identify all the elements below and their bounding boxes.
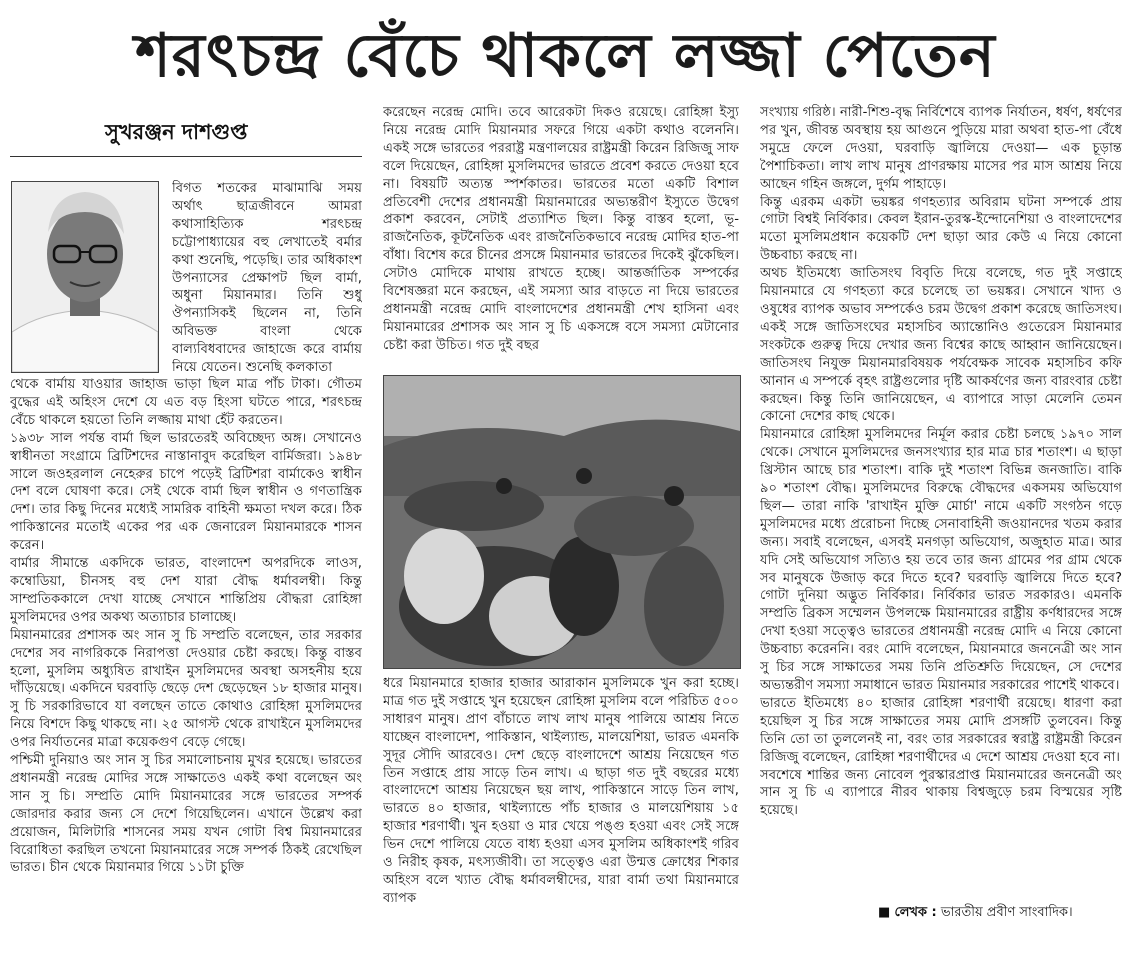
paragraph: ভারতে ইতিমধ্যে ৪০ হাজার রোহিঙ্গা শরণার্থী রয়েছে। ধারণা করা হয়েছিল সু চির সঙ্গে সাক্ষাতের সময় মোদি প্রসঙ্গটি তুলবেন। কিন্তু তিনি তো তা তুললেনই না, বরং তার সরকারের স্বরাষ্ট্র রাষ্ট্রমন্ত্রী কিরেন রিজিজু বলেছেন, রোহিঙ্গা শরণার্থীদের এ দেশে আশ্রয় দেওয়া হবে না। bbox=[760, 695, 1122, 765]
author-photo bbox=[11, 181, 159, 373]
byline-divider bbox=[10, 156, 362, 157]
paragraph: করেছেন নরেন্দ্র মোদি। তবে আরেকটা দিকও রয়েছে। রোহিঙ্গা ইস্যু নিয়ে নরেন্দ্র মোদি মিয়ানমার সফরে গিয়ে একটা কথাও বলেননি। একই সঙ্গে ভারতের পররাষ্ট্র মন্ত্রণালয়ের রাষ্ট্রমন্ত্রী কিরেন রিজিজু সাফ বলে দিয়েছেন, রোহিঙ্গা মুসলিমদের ভারতে প্রবেশ করতে দেওয়া হবে না। বিষয়টি অত্যন্ত স্পর্শকাতর। ভারতের মতো একটি বিশাল প্রতিবেশী দেশের প্রধানমন্ত্রী মিয়ানমারের অভ্যন্তরীণ ইস্যুতে উদ্বেগ প্রকাশ করবেন, সেটাই প্রত্যাশিত ছিল। কিন্তু বাস্তব হলো, ভূ-রাজনৈতিক, কূটনৈতিক এবং রাজনৈতিকভাবে নরেন্দ্র মোদির হাত-পা বাঁধা। বিশেষ করে চীনের প্রসঙ্গে মিয়ানমার ভারতের দিকেই ঝুঁকেছিল। সেটাও মোদিকে মাথায় রাখতে হচ্ছে। আন্তর্জাতিক সম্পর্কের বিশেষজ্ঞরা মনে করছেন, এই সমস্যা আর বাড়তে না দিয়ে ভারতের প্রধানমন্ত্রী নরেন্দ্র মোদি বাংলাদেশের প্রধানমন্ত্রী শেখ হাসিনা এবং মিয়ানমারের প্রশাসক অং সান সু চি একসঙ্গে বসে সমস্যা মেটানোর চেষ্টা করা উচিত। গত দুই বছর bbox=[383, 105, 739, 353]
paragraph: থেকে বার্মায় যাওয়ার জাহাজ ভাড়া ছিল মাত্র পাঁচ টাকা। গৌতম বুদ্ধের এই অহিংস দেশে যে এত বড় হিংসা ঘটতে পারে, শরৎচন্দ্র বেঁচে থাকলে হয়তো তিনি লজ্জায় মাথা হেঁট করতেন। bbox=[10, 377, 362, 428]
column-2-top bbox=[383, 104, 739, 370]
column-3 bbox=[760, 104, 1122, 904]
refugee-crowd-photo bbox=[383, 375, 741, 669]
paragraph: পশ্চিমী দুনিয়াও অং সান সু চির সমালোচনায় মুখর হয়েছে। ভারতের প্রধানমন্ত্রী নরেন্দ্র মোদির সঙ্গে সাক্ষাতেও একই কথা বলেছেন অং সান সু চি। সম্প্রতি মোদি মিয়ানমারের সঙ্গে ভারতের সম্পর্ক জোরদার করার জন্য সে দেশে গিয়েছিলেন। এখানে উল্লেখ করা প্রয়োজন, মিলিটারি শাসনের সময় যখন গোটা বিশ্ব মিয়ানমারের বিরোধিতা করছিল তখনো মিয়ানমারের সঙ্গে সম্পর্ক ঠিকই রেখেছিল ভারত। চীন থেকে মিয়ানমার গিয়ে ১১টা চুক্তি bbox=[10, 753, 362, 876]
paragraph: কিন্তু এরকম একটা ভয়ঙ্কর গণহত্যার অবিরাম ঘটনা সম্পর্কে প্রায় গোটা বিশ্বই নির্বিকার। কেবল ইরান-তুরস্ক-ইন্দোনেশিয়া ও বাংলাদেশের মতো মুসলিমপ্রধান কয়েকটি দেশ ছাড়া আর কেউ এ নিয়ে কোনো উচ্চবাচ্য করছে না। bbox=[760, 194, 1122, 264]
paragraph: সবশেষে শান্তির জন্য নোবেল পুরস্কারপ্রাপ্ত মিয়ানমারের জননেত্রী অং সান সু চি এ ব্যাপারে নীরব থাকায় বিশ্বজুড়ে চরম বিস্ময়ের সৃষ্টি হয়েছে। bbox=[760, 767, 1122, 819]
paragraph: ১৯৩৮ সাল পর্যন্ত বার্মা ছিল ভারতেরই অবিচ্ছেদ্য অঙ্গ। সেখানেও স্বাধীনতা সংগ্রামে ব্রিটিশদের নাস্তানাবুদ করেছিল বার্মিজরা। ১৯৪৮ সালে জওহরলাল নেহেরুর চাপে পড়েই ব্রিটিশরা বার্মাকেও স্বাধীন দেশ বলে ঘোষণা করে। সেই থেকে বার্মা ছিল স্বাধীন ও গণতান্ত্রিক দেশ। তার কিছু দিনের মধ্যেই সামরিক বাহিনী ক্ষমতা দখল করে। ঠিক পাকিস্তানের মতোই একের পর এক জেনারেল মিয়ানমারকে শাসন করেন। bbox=[10, 430, 362, 554]
byline: সুখরঞ্জন দাশগুপ্ত bbox=[105, 120, 248, 144]
column-1 bbox=[10, 376, 362, 932]
paragraph: সংখ্যায় গরিষ্ঠ। নারী-শিশু-বৃদ্ধ নির্বিশেষে ব্যাপক নির্যাতন, ধর্ষণ, ধর্ষণের পর খুন, জীবন্ত অবস্থায় হয় আগুনে পুড়িয়ে মারা অথবা হাত-পা বেঁধে সমুদ্রে ফেলে দেওয়া, ঘরবাড়ি জ্বালিয়ে দেওয়া— এক চূড়ান্ত পৈশাচিকতা। লাখ লাখ মানুষ প্রাণরক্ষায় মাসের পর মাস আশ্রয় নিয়ে আছেন গহিন জঙ্গলে, দুর্গম পাহাড়ে। bbox=[760, 105, 1122, 192]
signature-label: লেখক : bbox=[894, 905, 937, 920]
paragraph: অথচ ইতিমধ্যে জাতিসংঘ বিবৃতি দিয়ে বলেছে, গত দুই সপ্তাহে মিয়ানমারে যে গণহত্যা করে চলেছে তা ভয়ঙ্কর। সেখানে খাদ্য ও ওষুধের ব্যাপক অভাব সম্পর্কেও চরম উদ্বেগ প্রকাশ করেছে জাতিসংঘ। একই সঙ্গে জাতিসংঘের মহাসচিব অ্যান্তোনিও গুতেরেস মিয়ানমার সংকটকে গুরুত্ব দিয়ে দেখার জন্য বিশ্বের কাছে আহ্বান জানিয়েছেন। জাতিসংঘ নিযুক্ত মিয়ানমারবিষয়ক পর্যবেক্ষক সাবেক মহাসচিব কফি আনান এ সম্পর্কে বৃহৎ রাষ্ট্রগুলোর দৃষ্টি আকর্ষণের জন্য বারংবার চেষ্টা করছেন। কিন্তু তিনি জানিয়েছেন, এ ব্যাপারে সাড়া মেলেনি তেমন কোনো দেশের কাছ থেকে। bbox=[760, 266, 1122, 425]
column-1-intro bbox=[172, 180, 362, 376]
paragraph: মিয়ানমারে রোহিঙ্গা মুসলিমদের নির্মূল করার চেষ্টা চলছে ১৯৭০ সাল থেকে। সেখানে মুসলিমদের জনসংখ্যার হার মাত্র চার শতাংশ। এ ছাড়া খ্রিস্টান আছে চার শতাংশ। বাকি দুই শতাংশ বিভিন্ন জনজাতি। বাকি ৯০ শতাংশ বৌদ্ধ। মুসলিমদের বিরুদ্ধে বৌদ্ধদের একসময় অভিযোগ ছিল— তারা নাকি 'রাখাইন মুক্তি মোর্চা' নামে একটি সংগঠন গড়ে মুসলিমদের মধ্যে প্ররোচনা দিচ্ছে সেনাবাহিনী জওয়ানদের খতম করার জন্য। সবাই বলেছেন, এসবই মনগড়া অভিযোগ, অজুহাত মাত্র। আর যদি সেই অভিযোগ সত্যিও হয় তবে তার জন্য গ্রামের পর গ্রাম থেকে সব মানুষকে উজাড় করে দিতে হবে? ঘরবাড়ি জ্বালিয়ে দিতে হবে? গোটা দুনিয়া অদ্ভুত নির্বিকার। নির্বিকার ভারত সরকারও। এমনকি সম্প্রতি ব্রিকস সম্মেলন উপলক্ষে মিয়ানমারের রাষ্ট্রীয় কর্ণধারদের সঙ্গে দেখা হওয়া সত্ত্বেও ভারতের প্রধানমন্ত্রী নরেন্দ্র মোদি এ নিয়ে কোনো উচ্চবাচ্য করেননি। বরং মোদি বলেছেন, মিয়ানমারে জননেত্রী অং সান সু চির সঙ্গে সাক্ষাতের সময় তিনি প্রতিশ্রুতি দিয়েছেন, সে দেশের অভ্যন্তরীণ সমস্যা সমাধানে ভারত মিয়ানমার সরকারের পাশেই থাকবে। bbox=[760, 427, 1122, 693]
paragraph: বিগত শতকের মাঝামাঝি সময় অর্থাৎ ছাত্রজীবনে আমরা কথাসাহিত্যিক শরৎচন্দ্র চট্টোপাধ্যায়ের বহু লেখাতেই বর্মার কথা শুনেছি, পড়েছি। তার অধিকাংশ উপন্যাসের প্রেক্ষাপট ছিল বার্মা, অধুনা মিয়ানমার। তিনি শুধু ঔপন্যাসিকই ছিলেন না, তিনি অবিভক্ত বাংলা থেকে বাল্যবিধবাদের জাহাজে করে বার্মায় নিয়ে যেতেন। শুনেছি কলকাতা bbox=[172, 181, 362, 376]
paragraph: ধরে মিয়ানমারে হাজার হাজার আরাকান মুসলিমকে খুন করা হচ্ছে। মাত্র গত দুই সপ্তাহে খুন হয়েছেন রোহিঙ্গা মুসলিম বলে পরিচিত ৫০০ সাধারণ মানুষ। প্রাণ বাঁচাতে লাখ লাখ মানুষ পালিয়ে আশ্রয় নিতে যাচ্ছেন বাংলাদেশ, পাকিস্তান, থাইল্যান্ড, মালয়েশিয়া, ভারত এমনকি সুদূর সৌদি আরবেও। দেশ ছেড়ে বাংলাদেশে আশ্রয় নিয়েছেন গত তিন সপ্তাহে প্রায় সাড়ে তিন লাখ। এ ছাড়া গত দুই বছরের মধ্যে বাংলাদেশে আশ্রয় নিয়েছেন ছয় লাখ, পাকিস্তানে সাড়ে তিন লাখ, ভারতে ৪০ হাজার, থাইল্যান্ডে পাঁচ হাজার ও মালয়েশিয়ায় ১৫ হাজার শরণার্থী। খুন হওয়া ও মার খেয়ে পঙ্গু হওয়া এবং সেই সঙ্গে ভিন দেশে পালিয়ে যেতে বাধ্য হওয়া এসব মুসলিম অধিকাংশই গরিব ও নিরীহ কৃষক, মৎস্যজীবী। তা সত্ত্বেও এরা উন্মত্ত ক্রোধের শিকার অহিংস বলে খ্যাত বৌদ্ধ ধর্মাবলম্বীদের, যারা বার্মা তথা মিয়ানমারে ব্যাপক bbox=[383, 676, 739, 906]
headline: শরৎচন্দ্র বেঁচে থাকলে লজ্জা পেতেন bbox=[135, 21, 996, 91]
column-2-bottom bbox=[383, 675, 739, 925]
square-bullet-icon: ■ bbox=[878, 905, 891, 920]
paragraph: মিয়ানমারের প্রশাসক অং সান সু চি সম্প্রতি বলেছেন, তার সরকার দেশের সব নাগরিককে নিরাপত্তা দেওয়ার চেষ্টা করছে। কিন্তু বাস্তব হলো, মুসলিম অধ্যুষিত রাখাইন মুসলিমদের অবস্থা অসহনীয় হয়ে দাঁড়িয়েছে। একদিনে ঘরবাড়ি ছেড়ে দেশ ছেড়েছেন ১৮ হাজার মানুষ। সু চি সরকারিভাবে যা বলছেন তাতে কোথাও রোহিঙ্গা মুসলিমদের নিয়ে বিশদে কিছু থাকছে না। ২৫ আগস্ট থেকে রাখাইনে মুসলিমদের ওপর নির্যাতনের মাত্রা কয়েকগুণ বেড়ে গেছে। bbox=[10, 627, 362, 751]
signature-text: ভারতীয় প্রবীণ সাংবাদিক। bbox=[940, 905, 1073, 920]
paragraph: বার্মার সীমান্তে একদিকে ভারত, বাংলাদেশ অপরদিকে লাওস, কম্বোডিয়া, চীনসহ বহু দেশ যারা বৌদ্ধ ধর্মাবলম্বী। কিন্তু সাম্প্রতিককালে দেখা যাচ্ছে সেখানে শান্তিপ্রিয় বৌদ্ধরা রোহিঙ্গা মুসলিমদের ওপর অকথ্য অত্যাচার চালাচ্ছে। bbox=[10, 556, 362, 625]
author-signature bbox=[878, 903, 1073, 924]
